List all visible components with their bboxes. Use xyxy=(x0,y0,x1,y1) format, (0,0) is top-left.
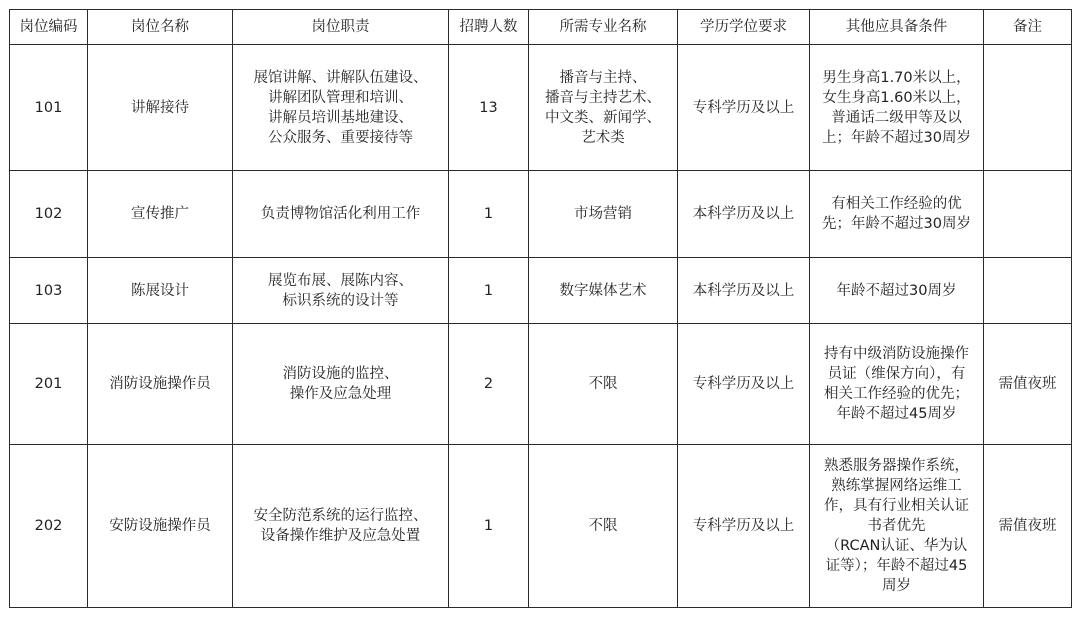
recruitment-table xyxy=(9,9,1072,608)
cell-duties-line: 操作及应急处理 xyxy=(289,386,392,402)
cell-conditions-line: 普通话二级甲等及以 xyxy=(831,109,962,126)
table-row xyxy=(10,171,1072,258)
cell-duties xyxy=(233,171,449,258)
header-code: 岗位编码 xyxy=(10,10,88,45)
cell-major xyxy=(529,445,678,608)
cell-code: 201 xyxy=(10,324,88,445)
table-row xyxy=(10,45,1072,171)
cell-degree: 专科学历及以上 xyxy=(678,45,810,171)
cell-remarks xyxy=(984,171,1072,258)
cell-major xyxy=(529,324,678,445)
cell-major-line: 播音与主持艺术、 xyxy=(545,89,661,106)
cell-degree: 本科学历及以上 xyxy=(678,258,810,324)
cell-duties-line: 安全防范系统的运行监控、 xyxy=(253,508,428,524)
cell-duties xyxy=(233,45,449,171)
table-row xyxy=(10,445,1072,608)
cell-conditions xyxy=(810,324,984,445)
cell-conditions-line: 女生身高1.60米以上， xyxy=(822,89,971,106)
cell-conditions xyxy=(810,45,984,171)
table-row xyxy=(10,324,1072,445)
cell-name: 消防设施操作员 xyxy=(88,324,233,445)
cell-duties-line: 讲解团队管理和培训、 xyxy=(268,89,413,106)
cell-major-line: 艺术类 xyxy=(581,129,625,146)
cell-name: 宣传推广 xyxy=(88,171,233,258)
cell-conditions-line: 男生身高1.70米以上， xyxy=(822,69,971,86)
cell-duties-line: 展馆讲解、讲解队伍建设、 xyxy=(253,69,428,86)
cell-remarks: 需值夜班 xyxy=(984,445,1072,608)
cell-conditions-line: 年龄不超过30周岁 xyxy=(836,282,957,299)
header-degree: 学历学位要求 xyxy=(678,10,810,45)
cell-major-line: 中文类、新闻学、 xyxy=(545,109,661,126)
cell-name: 陈展设计 xyxy=(88,258,233,324)
cell-remarks: 需值夜班 xyxy=(984,324,1072,445)
cell-major-line: 数字媒体艺术 xyxy=(559,282,647,299)
cell-conditions-line: 熟练掌握网络运维工 xyxy=(831,478,962,494)
cell-conditions-line: 周岁 xyxy=(882,578,911,594)
header-name: 岗位名称 xyxy=(88,10,233,45)
cell-major-line: 市场营销 xyxy=(574,206,632,222)
cell-major-line: 不限 xyxy=(588,518,618,534)
cell-conditions-line: 证等）；年龄不超过45 xyxy=(825,558,968,574)
cell-degree: 专科学历及以上 xyxy=(678,324,810,445)
cell-major-line: 不限 xyxy=(588,376,618,392)
cell-duties xyxy=(233,324,449,445)
cell-conditions-line: 年龄不超过45周岁 xyxy=(836,406,957,422)
header-major: 所需专业名称 xyxy=(529,10,678,45)
cell-conditions-line: 相关工作经验的优先； xyxy=(824,386,969,402)
cell-name: 讲解接待 xyxy=(88,45,233,171)
cell-code: 103 xyxy=(10,258,88,324)
cell-duties-line: 负责博物馆活化利用工作 xyxy=(260,206,421,222)
cell-code: 202 xyxy=(10,445,88,608)
cell-degree: 本科学历及以上 xyxy=(678,171,810,258)
cell-remarks xyxy=(984,258,1072,324)
cell-remarks xyxy=(984,45,1072,171)
cell-conditions-line: 先；年龄不超过30周岁 xyxy=(822,216,971,232)
cell-degree: 专科学历及以上 xyxy=(678,445,810,608)
cell-conditions-line: （RCAN认证、华为认 xyxy=(825,538,968,554)
cell-major xyxy=(529,258,678,324)
cell-conditions-line: 熟悉服务器操作系统， xyxy=(824,458,969,474)
cell-code: 101 xyxy=(10,45,88,171)
cell-duties-line: 设备操作维护及应急处置 xyxy=(260,528,421,544)
cell-conditions xyxy=(810,445,984,608)
cell-conditions-line: 作，具有行业相关认证 xyxy=(824,498,969,514)
cell-count: 1 xyxy=(449,445,529,608)
cell-major xyxy=(529,171,678,258)
cell-count: 13 xyxy=(449,45,529,171)
cell-name: 安防设施操作员 xyxy=(88,445,233,608)
cell-count: 1 xyxy=(449,171,529,258)
cell-conditions-line: 上；年龄不超过30周岁 xyxy=(822,129,971,146)
cell-count: 2 xyxy=(449,324,529,445)
header-remarks: 备注 xyxy=(984,10,1072,45)
cell-code: 102 xyxy=(10,171,88,258)
header-conditions: 其他应具备条件 xyxy=(810,10,984,45)
header-row xyxy=(10,10,1072,45)
cell-conditions-line: 书者优先 xyxy=(867,518,926,534)
cell-conditions-line: 持有中级消防设施操作 xyxy=(824,346,969,362)
table-row xyxy=(10,258,1072,324)
cell-conditions-line: 有相关工作经验的优 xyxy=(831,196,962,212)
cell-count: 1 xyxy=(449,258,529,324)
cell-duties xyxy=(233,258,449,324)
cell-duties-line: 消防设施的监控、 xyxy=(282,366,399,382)
cell-conditions-line: 员证（维保方向），有 xyxy=(827,366,966,382)
cell-duties-line: 公众服务、重要接待等 xyxy=(268,129,413,146)
table-body xyxy=(10,45,1072,608)
cell-duties-line: 展览布展、展陈内容、 xyxy=(268,272,413,289)
cell-conditions xyxy=(810,258,984,324)
cell-major-line: 播音与主持、 xyxy=(559,69,647,86)
cell-duties xyxy=(233,445,449,608)
header-count: 招聘人数 xyxy=(449,10,529,45)
cell-duties-line: 讲解员培训基地建设、 xyxy=(268,109,413,126)
cell-major xyxy=(529,45,678,171)
header-duties: 岗位职责 xyxy=(233,10,449,45)
cell-conditions xyxy=(810,171,984,258)
cell-duties-line: 标识系统的设计等 xyxy=(282,292,399,309)
